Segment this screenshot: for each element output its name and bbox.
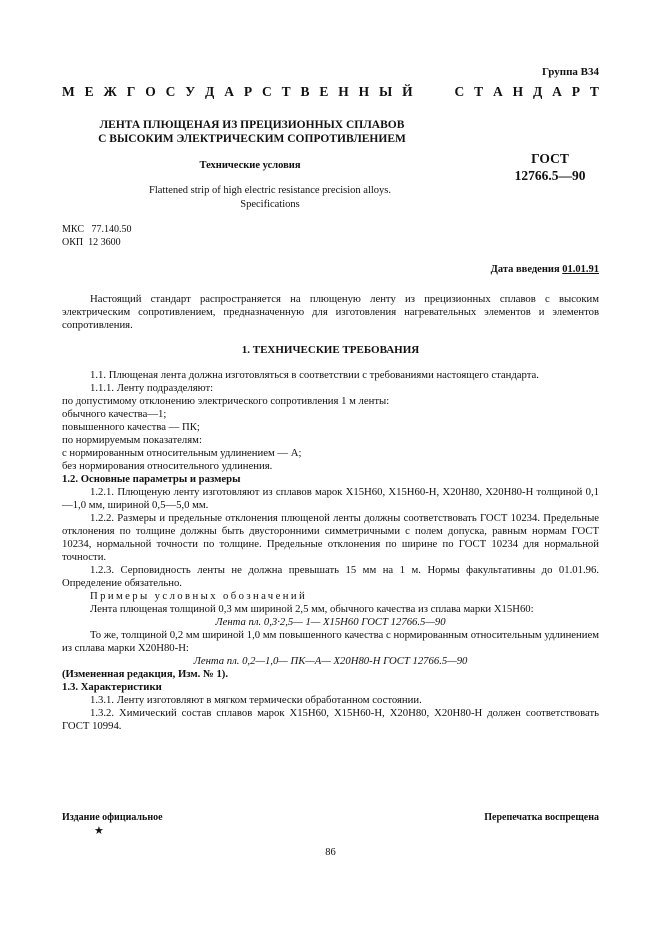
- title-line-2: С ВЫСОКИМ ЭЛЕКТРИЧЕСКИМ СОПРОТИВЛЕНИЕМ: [98, 133, 406, 145]
- subsection-heading: 1.3. Характеристики: [62, 681, 162, 693]
- paragraph: 1.2.1. Плющеную ленту изготовляют из сплавов марок Х15Н60, Х15Н60-Н, Х20Н80, Х20Н80-Н толщиной 0,1—1,0 мм, шириной 0,5—5,0 мм.: [62, 486, 599, 511]
- banner-letter: Д: [205, 84, 215, 99]
- official-edition-label: Издание официальное: [62, 812, 163, 823]
- example-designation: Лента пл. 0,3·2,5— 1— Х15Н60 ГОСТ 12766.5—90: [215, 616, 446, 628]
- example-description: Лента плющеная толщиной 0,3 мм шириной 2,5 мм, обычного качества из сплава марки Х15Н60:: [90, 603, 534, 615]
- list-item: без нормирования относительного удлинения.: [62, 460, 273, 472]
- title-line-1: ЛЕНТА ПЛЮЩЕНАЯ ИЗ ПРЕЦИЗИОННЫХ СПЛАВОВ: [99, 119, 405, 131]
- examples-heading: Примеры условных обозначений: [90, 590, 308, 602]
- document-title: [92, 118, 412, 146]
- english-title-line-2: Specifications: [240, 199, 300, 210]
- list-item: по допустимому отклонению электрического сопротивления 1 м ленты:: [62, 395, 390, 407]
- document-subtitle: Технические условия: [199, 160, 301, 171]
- banner-letter: Е: [319, 84, 329, 99]
- banner-letter: Д: [532, 84, 543, 99]
- subsection-heading: 1.2. Основные параметры и размеры: [62, 473, 241, 485]
- banner-letter: С: [165, 84, 176, 99]
- introduction-date: [491, 264, 599, 275]
- paragraph: 1.3.1. Ленту изготовляют в мягком термически обработанном состоянии.: [90, 694, 422, 706]
- date-label: Дата введения: [490, 264, 563, 275]
- paragraph: 1.2.3. Серповидность ленты не должна превышать 15 мм на 1 м. Нормы факультативны до 01.01.96. Определение обязательно.: [62, 564, 599, 589]
- banner-letter: О: [145, 84, 156, 99]
- banner-letter: А: [492, 84, 503, 99]
- reprint-prohibited-label: Перепечатка воспрещена: [484, 812, 599, 823]
- paragraph: 1.3.2. Химический состав сплавов марок Х15Н60, Х15Н60-Н, Х20Н80, Х20Н80-Н должен соответствовать ГОСТ 10994.: [62, 707, 599, 732]
- banner-letter: М: [62, 84, 75, 99]
- classification-codes: [62, 223, 131, 249]
- gost-number: 12766.5—90: [514, 168, 586, 183]
- english-title-line-1: Flattened strip of high electric resistance precision alloys.: [148, 185, 391, 196]
- example-description: То же, толщиной 0,2 мм шириной 1,0 мм повышенного качества с нормированным относительным удлинением из сплава марки Х20Н80-Н:: [62, 629, 599, 654]
- banner-letter: Н: [338, 84, 349, 99]
- banner-letter: Й: [402, 84, 413, 99]
- date-value: 01.01.91: [562, 264, 599, 275]
- banner-letter: А: [224, 84, 234, 99]
- paragraph: 1.1. Плющеная лента должна изготовляться в соответствии с требованиями настоящего стандарта.: [90, 369, 539, 381]
- banner-letter: Г: [126, 84, 136, 99]
- banner-letter: Т: [281, 84, 291, 99]
- banner-letter: Р: [571, 84, 581, 99]
- interstate-standard-banner: [62, 84, 599, 100]
- banner-letter: У: [185, 84, 196, 99]
- page-number: 86: [325, 847, 336, 858]
- paragraph: 1.1.1. Ленту подразделяют:: [90, 382, 214, 394]
- banner-letter: Е: [84, 84, 94, 99]
- gost-designation: [480, 150, 620, 184]
- banner-letter: А: [552, 84, 562, 99]
- okp-code: ОКП 12 3600: [62, 237, 121, 248]
- amendment-note: (Измененная редакция, Изм. № 1).: [62, 668, 229, 680]
- list-item: повышенного качества — ПК;: [62, 421, 200, 433]
- english-title: [110, 184, 430, 212]
- section-title: 1. ТЕХНИЧЕСКИЕ ТРЕБОВАНИЯ: [241, 344, 420, 356]
- banner-letter: Р: [243, 84, 253, 99]
- banner-letter: С: [454, 84, 465, 99]
- group-code: Группа В34: [541, 66, 599, 78]
- list-item: обычного качества—1;: [62, 408, 167, 420]
- list-item: по нормируемым показателям:: [62, 434, 202, 446]
- banner-letter: Ы: [379, 84, 393, 99]
- mks-code: МКС 77.140.50: [62, 224, 132, 235]
- banner-letter: Ж: [103, 84, 117, 99]
- banner-letter: С: [261, 84, 272, 99]
- banner-letter: Н: [358, 84, 370, 99]
- banner-letter: Т: [474, 84, 484, 99]
- banner-letter: Т: [589, 84, 599, 99]
- example-designation: Лента пл. 0,2—1,0— ПК—А— Х20Н80-Н ГОСТ 12766.5—90: [193, 655, 468, 667]
- gost-label: ГОСТ: [531, 151, 569, 166]
- banner-letter: Н: [512, 84, 524, 99]
- banner-word-gap: [423, 84, 445, 100]
- paragraph: 1.2.2. Размеры и предельные отклонения плющеной ленты должны соответствовать ГОСТ 10234. Предельные отклонения по толщине должны быть двусторонними симметричными с полем допуска, равным нормам ГОСТ 10234, нормальной точности по толщине. Предельные отклонения по ширине по ГОСТ 10234 для нормальной точности.: [62, 512, 599, 563]
- intro-paragraph: Настоящий стандарт распространяется на плющеную ленту из прецизионных сплавов с высоким электрическим сопротивлением, предназначенную для изготовления нагревательных элементов и элементов сопротивления.: [62, 293, 599, 331]
- list-item: с нормированным относительным удлинением — А;: [62, 447, 302, 459]
- document-body: [62, 293, 599, 733]
- banner-letter: В: [300, 84, 310, 99]
- star-icon: ★: [94, 825, 104, 837]
